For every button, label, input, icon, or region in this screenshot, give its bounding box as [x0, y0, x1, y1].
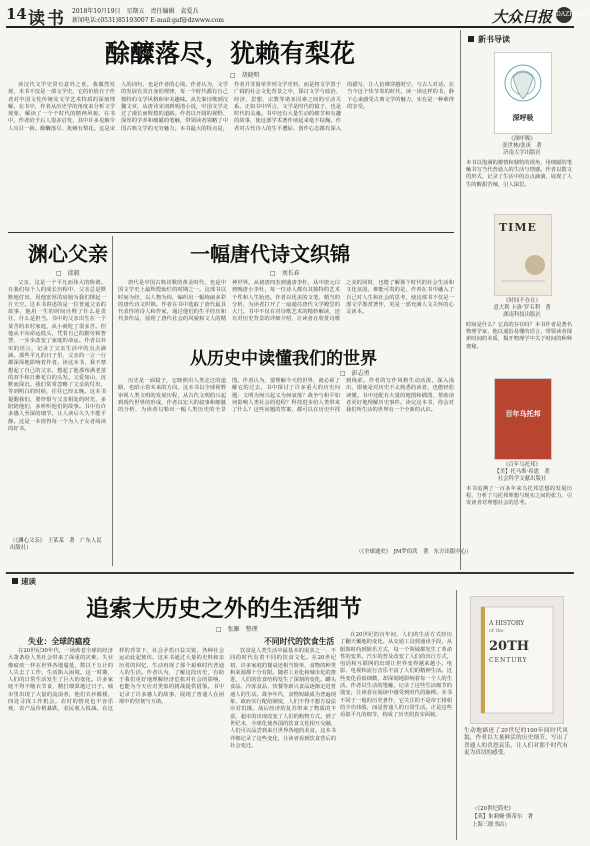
paper-name: 大众日报 — [491, 8, 552, 26]
article2-byline: □ 邱毅 — [56, 270, 80, 277]
article2-headline: 渊心父亲 — [28, 242, 108, 266]
book2-cover-title: TIME — [499, 221, 537, 234]
article3-headline: 一幅唐代诗文织锦 — [190, 242, 350, 266]
sidebar-title: 新书导读 — [468, 34, 510, 45]
article5-subhead1: 失业：全球的瘟疫 — [28, 637, 91, 646]
cover-line-2: of the — [489, 628, 504, 634]
band-tag: 速读 — [12, 576, 36, 587]
book-cover-art — [495, 215, 551, 295]
book1-cover-title: 深呼吸 — [512, 113, 534, 122]
article4-headline: 从历史中读懂我们的世界 — [190, 349, 377, 369]
masthead — [6, 4, 590, 29]
article5-signature-1: （《20世纪简史》 — [472, 806, 514, 812]
article4-signature: （《全球通史》 JM罗伯茨 著 东方出版中心） — [356, 549, 472, 555]
article3-body: 唐代是中国古典诗歌的黄金时代，也是中国文学史上最辉煌灿烂的时期之一。这部书以时间为经，以人物为纬，编织出一幅绚丽多彩的唐代诗文织锦。作者在书中选取了唐代最具代表性的诗人和作家，通过他们的生平经历和代表作品，展现了唐代社会的风貌和文人的精神世界。从初唐四杰到盛唐李杜，从中唐元白到晚唐小李杜，每一位诗人都有其独特的艺术个性和人生轨迹。作者以优美的文笔、精当的分析，为读者打开了一扇通往唐代文学殿堂的大门。书中不仅有对诗歌艺术的精妙解读，还有对历史背景的详细介绍，让读者在欣赏诗歌之美的同时，也能了解那个时代的社会生活和文化氛围。难能可贵的是，作者在书中融入了自己对人生和社会的思考，使这部书不仅是一部文学鉴赏著作，更是一部充满人文关怀的心灵读本。 — [118, 280, 454, 323]
page-number: 14 — [6, 5, 27, 23]
book3-caption: 《百年乌托邦》 【美】托马斯·希恩 著 社会科学文献出版社 — [494, 462, 550, 482]
article5-body1: 在20世纪30年代，一场席卷全球的经济大萧条给人类社会带来了深重的灾难。失业像瘟疫一样在世界各地蔓延，数以千万计的人失去了工作，生活陷入困境。这一时期，人们的日常生活发生了巨大的变化。许多家庭不得不缩衣节食，精打细算地过日子。城市里出现了大量的流浪者，他们衣衫褴褛，四处寻找工作机会。农村的情况也不容乐观，农产品价格暴跌，农民收入锐减。在这样的背景下，社会矛盾日益尖锐，各种社会运动此起彼伏。这本书通过大量的史料和亲历者的回忆，生动再现了那个艰难时代普通人的生活。作者认为，了解这段历史，有助于我们更好地理解经济危机对社会的影响，也能为今天应对类似的挑战提供借鉴。书中记录了许多感人的故事，展现了普通人在困境中的坚韧与互助。 — [8, 648, 224, 713]
photo-caption: 生动地描述了20世纪的100年间时代风貌，作者以大量鲜活的历史细节，写出了普通人的喜怒哀乐，让人们对那个时代有更为真切的感受。 — [464, 728, 568, 757]
book1-blurb: 本书以饱满的激情和独特的视角，用细腻的笔触书写当代普通人的生活与情感。作者以散文的形式，记录了生活中的点点滴滴，展现了人生的酸甜苦辣，引人深思。 — [466, 160, 572, 188]
section-name: 读书 — [28, 9, 66, 29]
divider — [460, 30, 461, 570]
article3-byline: □ 刘长春 — [270, 270, 300, 277]
article5-body3: 在20世纪的百年间，人们的生活方式经历了翻天覆地的变化。从交通工具到通讯手段，从服饰时尚到娱乐方式，每一个领域都发生了革命性的变革。汽车的普及改变了人们的出行方式，电话和互联网的出现让世界变得越来越小。电影、电视和流行音乐丰富了人们的精神生活。这些变化看似细微，却深刻地影响着每一个人的生活。作者以生动的笔触，记录了这些生活细节的演变，让读者在阅读中感受到时代的脉搏。本书不同于一般的历史著作，它关注的不是帝王将相的丰功伟绩，而是普通人的日常生活。正是这些看似平凡的细节，构成了历史的真实面貌。 — [340, 632, 452, 719]
divider — [456, 590, 457, 840]
contact-line: 新闻电话:(0531)85193007 E-mail:gaf@dzwww.com — [72, 17, 224, 24]
article5-signature-3: 上海三联书店） — [472, 822, 510, 828]
article2-signature: （《渊心父亲》 王某某 著 广东人民出版社） — [10, 538, 102, 551]
article5-body2: 饮食是人类生活中最基本的需求之一，不同的时代有着不同的饮食文化。在20世纪初，许多家庭的餐桌还相当简单，食物的种类和来源都十分有限。随着工业化和城市化的推进，人们的饮食结构发生了深刻的变化。罐头食品、冷冻食品、快餐等新兴食品逐渐走进普通人的生活。战争年代，食物短缺成为普遍现象，政府实行配给制度，人们不得不想方设法应对饥饿。战后经济的复苏带来了物质的丰富，超市的出现改变了人们的购物方式。到了世纪末，全球化使各国的饮食文化相互交融，人们可以品尝到来自世界各地的美食。这本书详细记录了这些变化，让读者看到饮食背后的社会变迁。 — [230, 648, 336, 749]
article1-headline: 酴醾落尽，犹赖有梨花 — [105, 39, 356, 68]
book-cover-2 — [494, 214, 552, 296]
cover-line-4: CENTURY — [489, 657, 528, 664]
divider — [8, 232, 454, 233]
speed-read-band — [6, 575, 574, 587]
book2-caption: 《时间不存在》 意大利 卡洛·罗韦利 著 湖南科技出版社 — [493, 298, 551, 318]
book3-cover-title: 百年乌托邦 — [505, 409, 541, 418]
book-cover-1 — [494, 52, 552, 134]
cover-line-3: 20TH — [489, 639, 530, 654]
article1-body: 读汉代文学史常有意外之喜。我偶然发现，本书不仅是一部文学史，它的价值在于作者对中国文化传统及文学艺术特质的深刻理解。在书中，作者从历史学的角度来分析文学现象，解读了一个个时代的精神风貌。在书中，作者给予后人很多启发，其中许多见解令人耳目一新。酴醾落尽，犹赖有梨花。这是宋人的词句，也是作者的心境。作者认为，文学的发展有其自身的规律，每一个时代都有自己独特的文学风格和审美趣味。从先秦诗歌到汉魏文章，从唐诗宋词到明清小说，中国文学走过了漫长而辉煌的道路。作者以开阔的视野、深厚的学养和细腻的笔触，带领读者领略了中国古典文学的无穷魅力。本书最大的特点是，作者并非简单罗列文学史料，而是将文学置于广阔的社会文化背景之中，探讨文学与政治、经济、思想、宗教等诸多因素之间的互动关系。正如书中所言，文学是时代的镜子，也是时代的灵魂。书中还有大量生动的细节和有趣的故事，使这部学术著作读起来毫不枯燥。作者对古代诗人的生平遭际、创作心态都有深入的描写，让人仿佛穿越时空，与古人对话。在当今这个快节奏的时代，读一读这样的书，静下心来感受古典文学的魅力，实在是一种难得的享受。 — [8, 82, 454, 132]
article4-byline: □ 彭志勇 — [340, 370, 370, 377]
book3-blurb: 本书追溯了一百多年来乌托邦思想的发展历程，分析了乌托邦理想与现实之间的张力，引发读者对理想社会的思考。 — [466, 486, 572, 507]
divider — [112, 236, 113, 566]
article1-byline: □ 胡晓明 — [230, 72, 260, 79]
date-line: 2018年10月19日 星期五 责任编辑 袁爱兵 — [72, 8, 199, 15]
article5-byline: □ 张雁 整理 — [216, 626, 258, 633]
article5-subhead2: 不同时代的饮食生活 — [264, 637, 335, 646]
divider — [6, 572, 574, 574]
article5-signature-2: 【英】朱莉娅·斯蒂尔 著 — [472, 814, 534, 820]
book-photo — [470, 596, 564, 724]
book-cover-3 — [494, 378, 552, 460]
article2-body: 父亲，这是一个平凡而伟大的称谓。在我们每个人的成长历程中，父亲总是默默地付出，用他宽厚的肩膀为我们撑起一片天空。这本书讲述的是一位普通父亲的故事，他用一生的时间诠释了什么是责任，什么是担当。书中的父亲出生在一个贫苦的农村家庭，从小就吃了很多苦。但他从不向命运低头，凭着自己的勤劳和智慧，一步步改变了家庭的命运。作者以朴实的语言，记录了父亲生活中的点点滴滴。那些平凡的日子里，父亲的一言一行都深深地影响着作者。读这本书，我不禁想起了自己的父亲，想起了他那布满老茧的双手和日渐花白的头发。父爱如山，沉默而深沉。我们常常忽略了父亲的付出，等到明白的时候，往往已经太晚。这本书提醒我们，要珍惜与父亲相处的时光，多陪陪他们，多听听他们的故事。书中有许多感人至深的细节，让人读后久久不能平静。这是一本值得每一个为人子女者阅读的好书。 — [8, 280, 106, 432]
paper-logo-icon: DAZHONG — [556, 7, 572, 23]
cover-line-1: A HISTORY — [489, 620, 525, 627]
book2-blurb: 时间是什么？它真的存在吗？本书作者是著名物理学家，他以通俗易懂的语言，带领读者探索时间的本质，揭开物理学中关于时间的种种奥秘。 — [466, 322, 572, 350]
article5-headline: 追索大历史之外的生活细节 — [86, 595, 362, 622]
book1-caption: 《深呼吸》 张世林/张庚 著 济南大学出版社 — [502, 136, 542, 156]
article4-body: 历史是一面镜子，它映照出人类走过的道路，也昭示着未来的方向。这本书以全球视野审视人类文明的发展历程，从古代文明的兴起到现代世界的形成，作者以宏大的叙事和细腻的分析，为读者勾勒出一幅人类历史的全景图。作者认为，要理解今天的世界，就必须了解它的过去。书中探讨了许多重大的历史问题：文明为何兴起又为何衰落？战争与和平如何影响人类社会的进程？科技进步给人类带来了什么？这些问题的答案，都可以在历史中找到线索。作者的写作风格生动活泼，深入浅出，即使是对历史不太熟悉的读者，也能轻松读懂。书中还配有大量的地图和插图，帮助读者更好地理解历史事件。读完这本书，你会对我们所生活的世界有一个全新的认识。 — [118, 378, 454, 414]
